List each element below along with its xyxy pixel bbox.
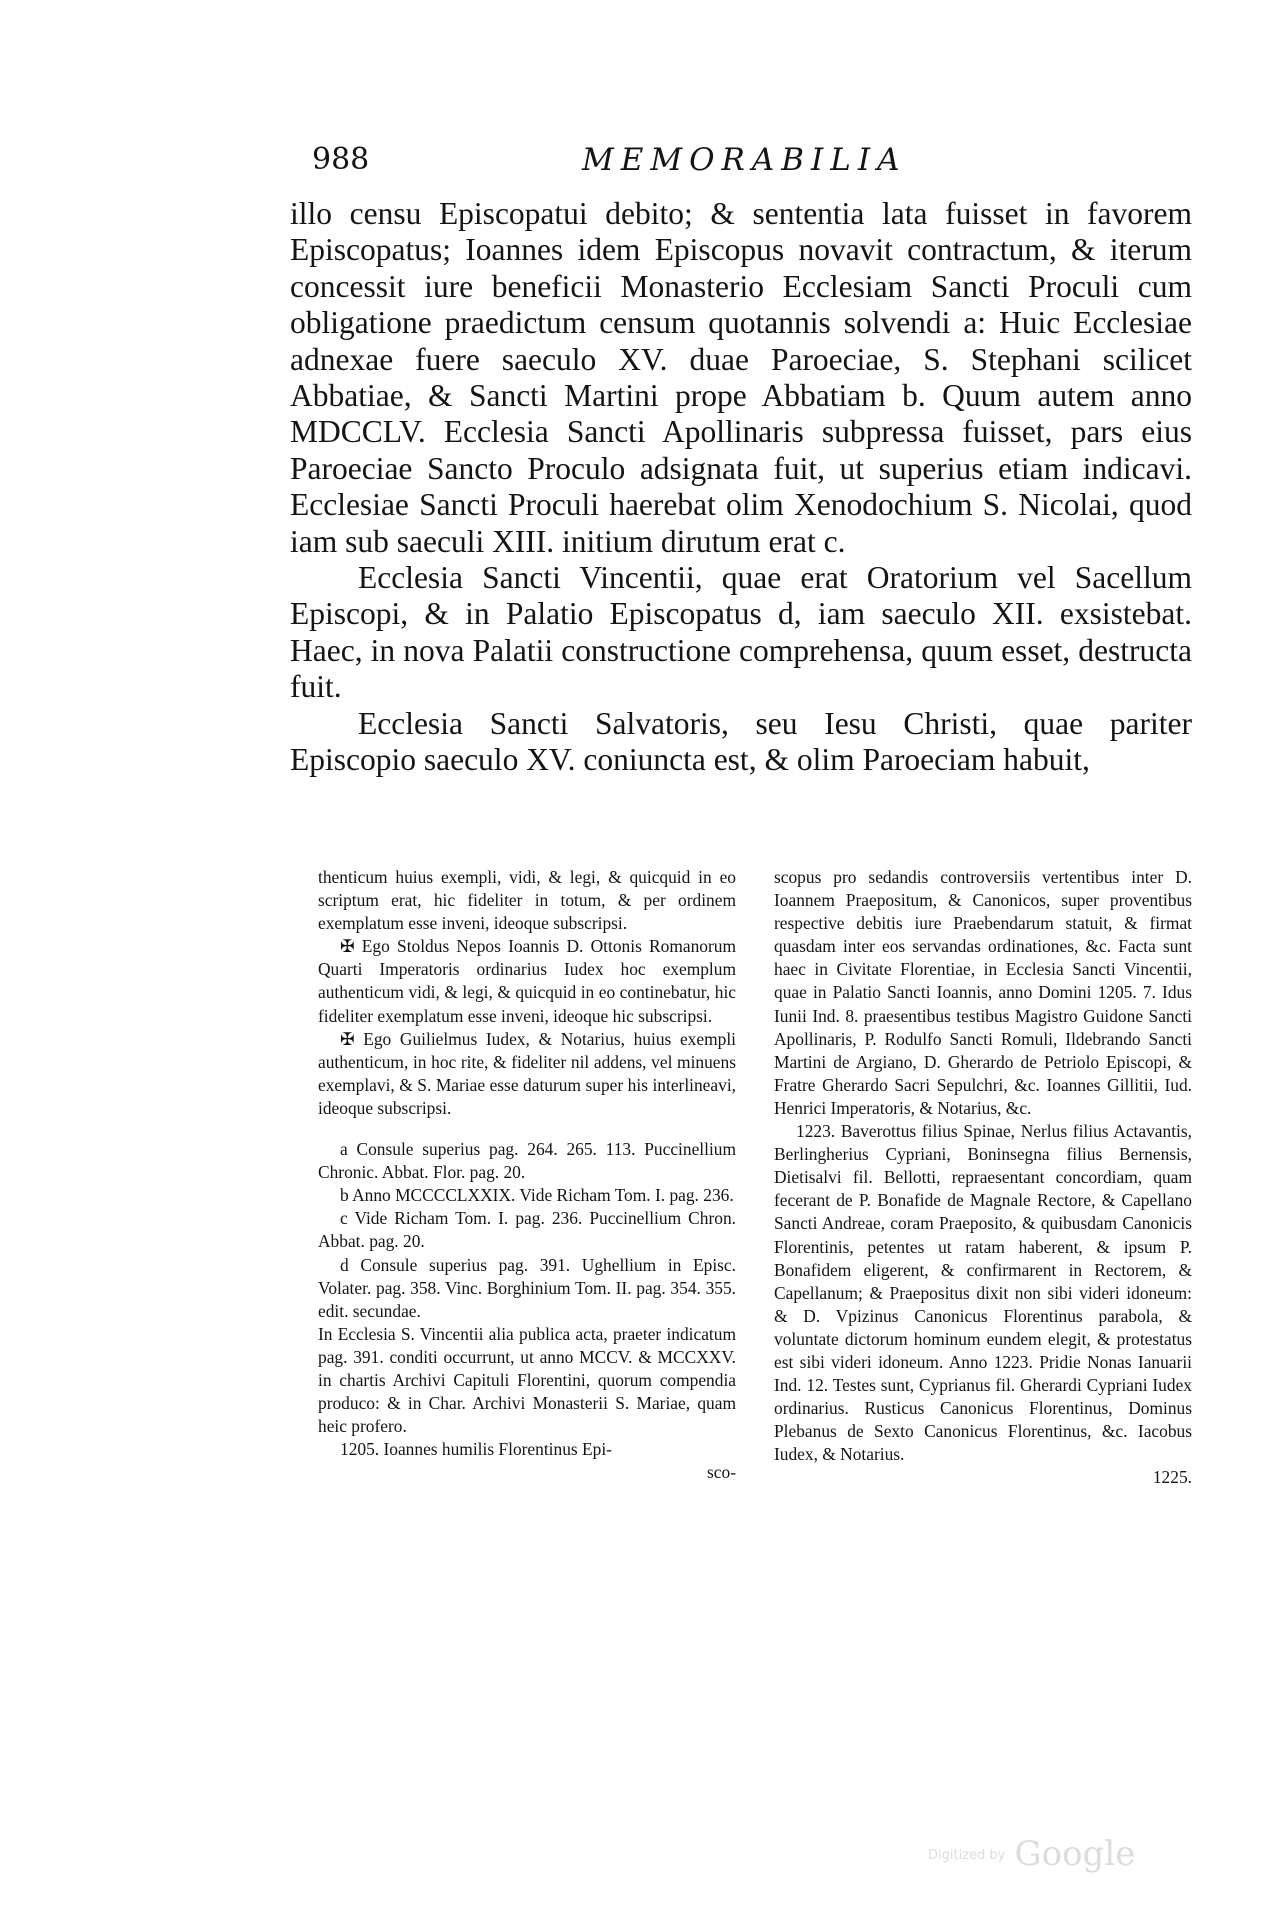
footnotes-right-column <box>774 866 1192 1490</box>
footnote-a: a Consule superius pag. 264. 265. 113. Puccinellium Chronic. Abbat. Flor. pag. 20. <box>318 1139 736 1183</box>
page-number: 988 <box>312 142 370 177</box>
catchword: sco- <box>707 1462 736 1483</box>
footnote-b: b Anno MCCCCLXXIX. Vide Richam Tom. I. pag. 236. <box>340 1185 734 1206</box>
main-paragraph: Ecclesia Sancti Vincentii, quae erat Oratorium vel Sacellum Episcopi, & in Palatio Episcopatus d, iam saeculo XII. exsistebat. Haec, in nova Palatii constructione comprehensa, quum esset, destructa fuit. <box>290 560 1192 705</box>
note-paragraph: thenticum huius exempli, vidi, & legi, & quicquid in eo scriptum erat, hic fideliter in totum, & per ordinem exemplatum esse inveni, ideoque subscripsi. <box>318 867 736 934</box>
note-paragraph: ✠ Ego Guilielmus Iudex, & Notarius, huius exempli authenticum, in hoc rite, & fideliter nil addens, vel minuens exemplavi, & S. Mariae esse daturum super his interlineavi, ideoque subscripsi. <box>318 1028 736 1118</box>
note-paragraph: 1205. Ioannes humilis Florentinus Epi- <box>340 1439 612 1460</box>
watermark-logo: Google <box>1014 1834 1136 1874</box>
footnote-c: c Vide Richam Tom. I. pag. 236. Puccinellium Chron. Abbat. pag. 20. <box>318 1208 736 1252</box>
page-header <box>312 142 1192 192</box>
note-paragraph: scopus pro sedandis controversiis vertentibus inter D. Ioannem Praepositum, & Canonicos, super proventibus respective debitis iure Praebendarum statuit, & firmat quasdam inter eos servandas ordinationes, &c. Facta sunt haec in Civitate Florentiae, in Ecclesia Sancti Vincentii, quae in Palatio Sancti Ioannis, anno Domini 1205. 7. Idus Iunii Ind. 8. praesentibus testibus Magistro Guidone Sancti Apollinaris, P. Rodulfo Sancti Romuli, Ildebrando Sancti Martini de Argiano, D. Gherardo de Petriolo Episcopi, & Fratre Gherardo Sacri Sepulchri, &c. Ioannes Gillitii, Iud. Henrici Imperatoris, & Notarius, &c. <box>774 867 1192 1118</box>
main-paragraph: Ecclesia Sancti Salvatoris, seu Iesu Christi, quae pariter Episcopio saeculo XV. coniuncta est, & olim Paroeciam habuit, <box>290 705 1192 778</box>
footnotes-left-column <box>318 866 736 1484</box>
watermark-caption: Digitized by <box>928 1848 1006 1863</box>
main-paragraph: illo censu Episcopatui debito; & sententia lata fuisset in favorem Episcopatus; Ioannes idem Episcopus novavit contractum, & iterum concessit iure beneficii Monasterio Ecclesiam Sancti Proculi cum obligatione praedictum censum quotannis solvendi a: Huic Ecclesiae adnexae fuere saeculo XV. duae Paroeciae, S. Stephani scilicet Abbatiae, & Sancti Martini prope Abbatiam b. Quum autem anno MDCCLV. Ecclesia Sancti Apollinaris subpressa fuisset, pars eius Paroeciae Sancto Proculo adsignata fuit, ut superius etiam indicavi. Ecclesiae Sancti Proculi haerebat olim Xenodochium S. Nicolai, quod iam sub saeculi XIII. initium dirutum erat c. <box>290 196 1192 559</box>
running-head: MEMORABILIA <box>582 142 907 178</box>
footnote-d: d Consule superius pag. 391. Ughellium in Episc. Volater. pag. 358. Vinc. Borghinium Tom. II. pag. 354. 355. edit. secundae. <box>318 1254 736 1321</box>
note-paragraph: 1223. Baverottus filius Spinae, Nerlus filius Actavantis, Berlingherius Cypriani, Boninsegna filius Bernensis, Dietisalvi fil. Bellotti, repraesentant concordiam, quam fecerant de P. Bonafide de Magnale Rectore, & Capellano Sancti Andreae, coram Praeposito, & quibusdam Canonicis Florentinis, petentes ut ratam haberent, & ipsum P. Bonafidem eligerent, & confirmarent in Rectorem, & Capellanum; & Praepositus dixit non sibi videri idoneum: & D. Vpizinus Canonicus Florentinus parabola, & voluntate dictorum hominum eundem elegit, & protestatus est sibi videri idoneum. Anno 1223. Pridie Nonas Ianuarii Ind. 12. Testes sunt, Cyprianus fil. Gherardi Cypriani Iudex ordinarius. Rusticus Canonicus Florentinus, Dominus Plebanus de Sexto Canonicus Florentinus, &c. Iacobus Iudex, & Notarius. <box>774 1121 1192 1465</box>
digitization-watermark <box>928 1834 1135 1874</box>
note-paragraph: ✠ Ego Stoldus Nepos Ioannis D. Ottonis Romanorum Quarti Imperatoris ordinarius Iudex hoc exemplum authenticum vidi, & legi, & quicquid in eo continebatur, hic fideliter exemplatum esse inveni, ideoque hic subscripsi. <box>318 936 736 1026</box>
catchword: 1225. <box>1152 1467 1192 1488</box>
main-text <box>290 196 1192 779</box>
footnotes <box>318 866 1192 1746</box>
note-paragraph: In Ecclesia S. Vincentii alia publica acta, praeter indicatum pag. 391. conditi occurrunt, ut anno MCCV. & MCCXXV. in chartis Archivi Capituli Florentini, quorum compendia produco: & in Char. Archivi Monasterii S. Mariae, quam heic profero. <box>318 1323 736 1437</box>
